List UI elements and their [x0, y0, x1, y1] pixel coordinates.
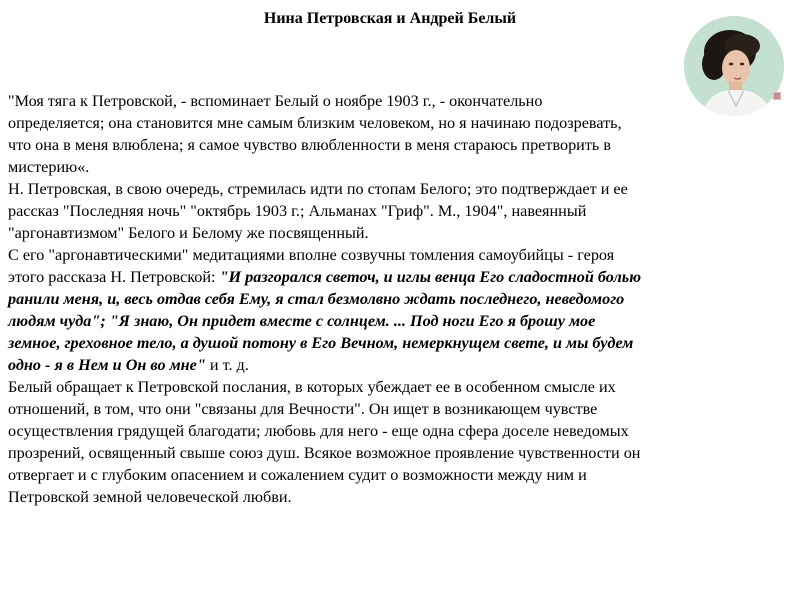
text-segment: С его "аргонавтическими" медитациями вполне созвучны томления самоубийцы - героя — [8, 246, 615, 264]
text-line — [8, 90, 798, 112]
text-line — [8, 310, 798, 332]
text-segment: что она в меня влюблена; я самое чувство влюбленности в меня стараюсь претворить в — [8, 136, 611, 154]
text-line — [8, 420, 798, 442]
text-segment: осуществления грядущей благодати; любовь для него - еще одна сфера доселе неведомых — [8, 422, 629, 440]
text-segment: Белый обращает к Петровской послания, в которых убеждает ее в особенном смысле их — [8, 378, 616, 396]
text-segment: определяется; она становится мне самым близким человеком, но я начинаю подозревать, — [8, 114, 622, 132]
text-line — [8, 200, 798, 222]
text-line — [8, 178, 798, 200]
text-line — [8, 376, 798, 398]
quote-segment: ранили меня, и, весь отдав себя Ему, я стал безмолвно ждать последнего, неведомого — [8, 290, 625, 308]
quote-segment: "И разгорался светоч, и иглы венца Его сладостной болью — [219, 268, 642, 286]
text-segment: рассказ "Последняя ночь" "октябрь 1903 г.; Альманах "Гриф". М., 1904", навеянный — [8, 202, 587, 220]
quote-segment: людям чуда"; "Я знаю, Он придет вместе с солнцем. ... Под ноги Его я брошу мое — [8, 312, 596, 330]
text-segment: "Моя тяга к Петровской, - вспоминает Белый о ноябре 1903 г., - окончательно — [8, 92, 543, 110]
text-line — [8, 156, 798, 178]
text-line — [8, 442, 798, 464]
text-segment: Н. Петровская, в свою очередь, стремилась идти по стопам Белого; это подтверждает и ее — [8, 180, 628, 198]
page-title: Нина Петровская и Андрей Белый — [263, 10, 517, 27]
text-line — [8, 244, 798, 266]
text-segment: "аргонавтизмом" Белого и Белому же посвященный. — [8, 224, 369, 242]
text-line — [8, 222, 798, 244]
text-line — [8, 112, 798, 134]
quote-segment: одно - я в Нем и Он во мне" — [8, 356, 206, 374]
text-segment: отвергает и с глубоким опасением и сожалением судит о возможности между ним и — [8, 466, 587, 484]
text-line — [8, 332, 798, 354]
text-segment: прозрений, освященный свыше союз душ. Всякое возможное проявление чувственности он — [8, 444, 641, 462]
text-line — [8, 134, 798, 156]
text-line — [8, 486, 798, 508]
body-text — [8, 90, 798, 508]
text-segment: Петровской земной человеческой любви. — [8, 488, 292, 506]
text-line — [8, 354, 798, 376]
text-line — [8, 398, 798, 420]
text-line — [8, 288, 798, 310]
text-line — [8, 464, 798, 486]
text-segment: отношений, в том, что они "связаны для Вечности". Он ищет в возникающем чувстве — [8, 400, 598, 418]
text-line — [8, 266, 798, 288]
quote-segment: земное, греховное тело, а душой потону в Его Вечном, немеркнущем свете, и мы будем — [8, 334, 634, 352]
text-segment: и т. д. — [205, 356, 249, 374]
text-segment: этого рассказа Н. Петровской: — [8, 268, 220, 286]
text-segment: мистерию«. — [8, 158, 90, 176]
